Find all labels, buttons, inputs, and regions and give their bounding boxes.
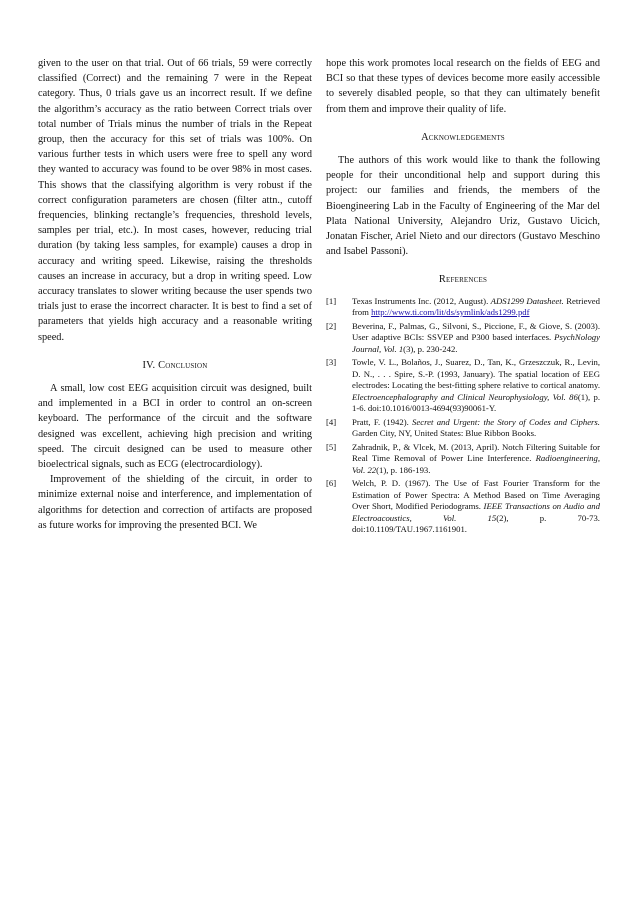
reference-details: Garden City, NY, United States: Blue Ribbon Books. [352,428,537,439]
reference-link[interactable]: http://www.ti.com/lit/ds/symlink/ads1299.pdf [371,307,530,318]
reference-journal: PsychNology Journal, Vol. 1 [352,332,600,354]
reference-details: Retrieved from [352,295,600,318]
reference-title: ADS1299 Datasheet. [490,295,564,306]
reference-item [326,478,600,536]
reference-item [326,442,600,477]
reference-details: (1), p. 1-6. doi:10.1016/0013-4694(93)90061-Y. [352,391,600,414]
reference-details: (3), p. 230-242. [403,343,458,354]
acknowledgements-paragraph: The authors of this work would like to thank the following people for their unconditional help and support during this project: our families and friends, the members of the Bioengineering Lab in the Faculty of Engineering of the Mar del Plata National University, Alejandro Uriz, Gustavo Uicich, Jonatan Fischer, Ariel Nieto and our directors (Gustavo Meschino and Isabel Passoni). [326,155,600,258]
reference-text [352,357,600,415]
reference-authors: Pratt, F. (1942). [352,416,413,427]
reference-authors: Beverina, F., Palmas, G., Silvoni, S., Piccione, F., & Giove, S. (2003). User adaptive BCIs: SSVEP and P300 based interfaces. [352,320,600,343]
reference-number: [2] [326,320,337,331]
left-column [38,56,312,533]
reference-item [326,296,600,319]
reference-text [352,478,600,536]
reference-authors: Zahradnik, P., & Vlcek, M. (2013, April). Notch Filtering Suitable for Real Time Removal of Power Line Interference. [352,441,600,464]
reference-number: [5] [326,441,337,452]
results-paragraph: given to the user on that trial. Out of 66 trials, 59 were correctly classified (Correct) and the remaining 7 were in the Repeat category. Thus, 0 trials gave us an incorrect result. If we define the algorithm’s accuracy as the ratio between Correct trials over total number of Trials minus the number of trials in the Repeat group, then the accuracy for this set of trials was 100%. On various further tests in which users were free to spell any word they wanted to accuracy was found to be over 98% in most cases. This shows that the classifying algorithm is very robust if the correct configuration parameters are chosen (filter attn., cutoff frequencies, blinking rectangle’s frequencies, threshold levels, samples per trial, etc.). In most cases, however, reducing trial duration (by taking less samples, for example) causes a drop in accuracy and writing speed. Likewise, raising the thresholds causes an increase in accuracy, but a drop in writing speed. Low accuracy translates to slower writing because the user spends two trials just to erase the incorrect character. It is best to find a set of parameters that yields high accuracy and a reasonable writing speed. [38,58,312,343]
reference-journal: Electroencephalography and Clinical Neurophysiology, Vol. 86 [352,391,578,402]
reference-journal: IEEE Transactions on Audio and Electroacoustics, Vol. 15 [352,501,600,523]
references-heading: References [438,274,488,286]
reference-number: [6] [326,478,337,489]
reference-item [326,417,600,440]
reference-text [352,321,600,356]
reference-number: [1] [326,295,337,306]
reference-item [326,357,600,415]
reference-number: [4] [326,416,337,427]
reference-title: Secret and Urgent: the Story of Codes and Ciphers. [412,416,600,427]
conclusion-paragraph-1: A small, low cost EEG acquisition circuit was designed, built and implemented in a BCI in order to control an on-screen keyboard. The performance of the circuit and the software designed was excellent, achieving high precision and writing speed. The circuit designed can be used to measure other bioelectrical signals, such as ECG (electrocardiology). [38,383,312,471]
reference-text [352,442,600,477]
reference-item [326,321,600,356]
reference-authors: Welch, P. D. (1967). The Use of Fast Fourier Transform for the Estimation of Power Spectra: A Method Based on Time Averaging Over Short, Modified Periodograms. [352,478,600,512]
reference-details: (2), p. 70-73. doi:10.1109/TAU.1967.1161901. [352,512,600,535]
conclusion-paragraph-2: Improvement of the shielding of the circuit, in order to minimize external noise and interference, and implementation of algorithms for detection and correction of artifacts are proposed as future works for improving the presented BCI. We [38,474,312,531]
reference-authors: Towle, V. L., Bolaños, J., Suarez, D., Tan, K., Grzeszczuk, R., Levin, D. N., . . . Spire, S.-P. (1993, January). The spatial location of EEG electrodes: Locating the best-fitting sphere relative to cortical anatomy. [352,357,600,391]
reference-text [352,417,600,440]
reference-authors: Texas Instruments Inc. (2012, August). [352,295,491,306]
reference-text [352,296,600,319]
reference-number: [3] [326,357,337,368]
reference-journal: Radioengineering, Vol. 22 [352,453,600,475]
reference-list [326,296,600,536]
conclusion-heading: IV. Conclusion [142,359,208,371]
acknowledgements-heading: Acknowledgements [421,131,505,143]
right-column [326,56,600,538]
conclusion-paragraph-3: hope this work promotes local research on the fields of EEG and BCI so that these types of devices become more easily accessible to severely disabled people, so that they can ultimately benefit from them and improve their quality of life. [326,58,600,115]
reference-details: (1), p. 186-193. [376,464,431,475]
